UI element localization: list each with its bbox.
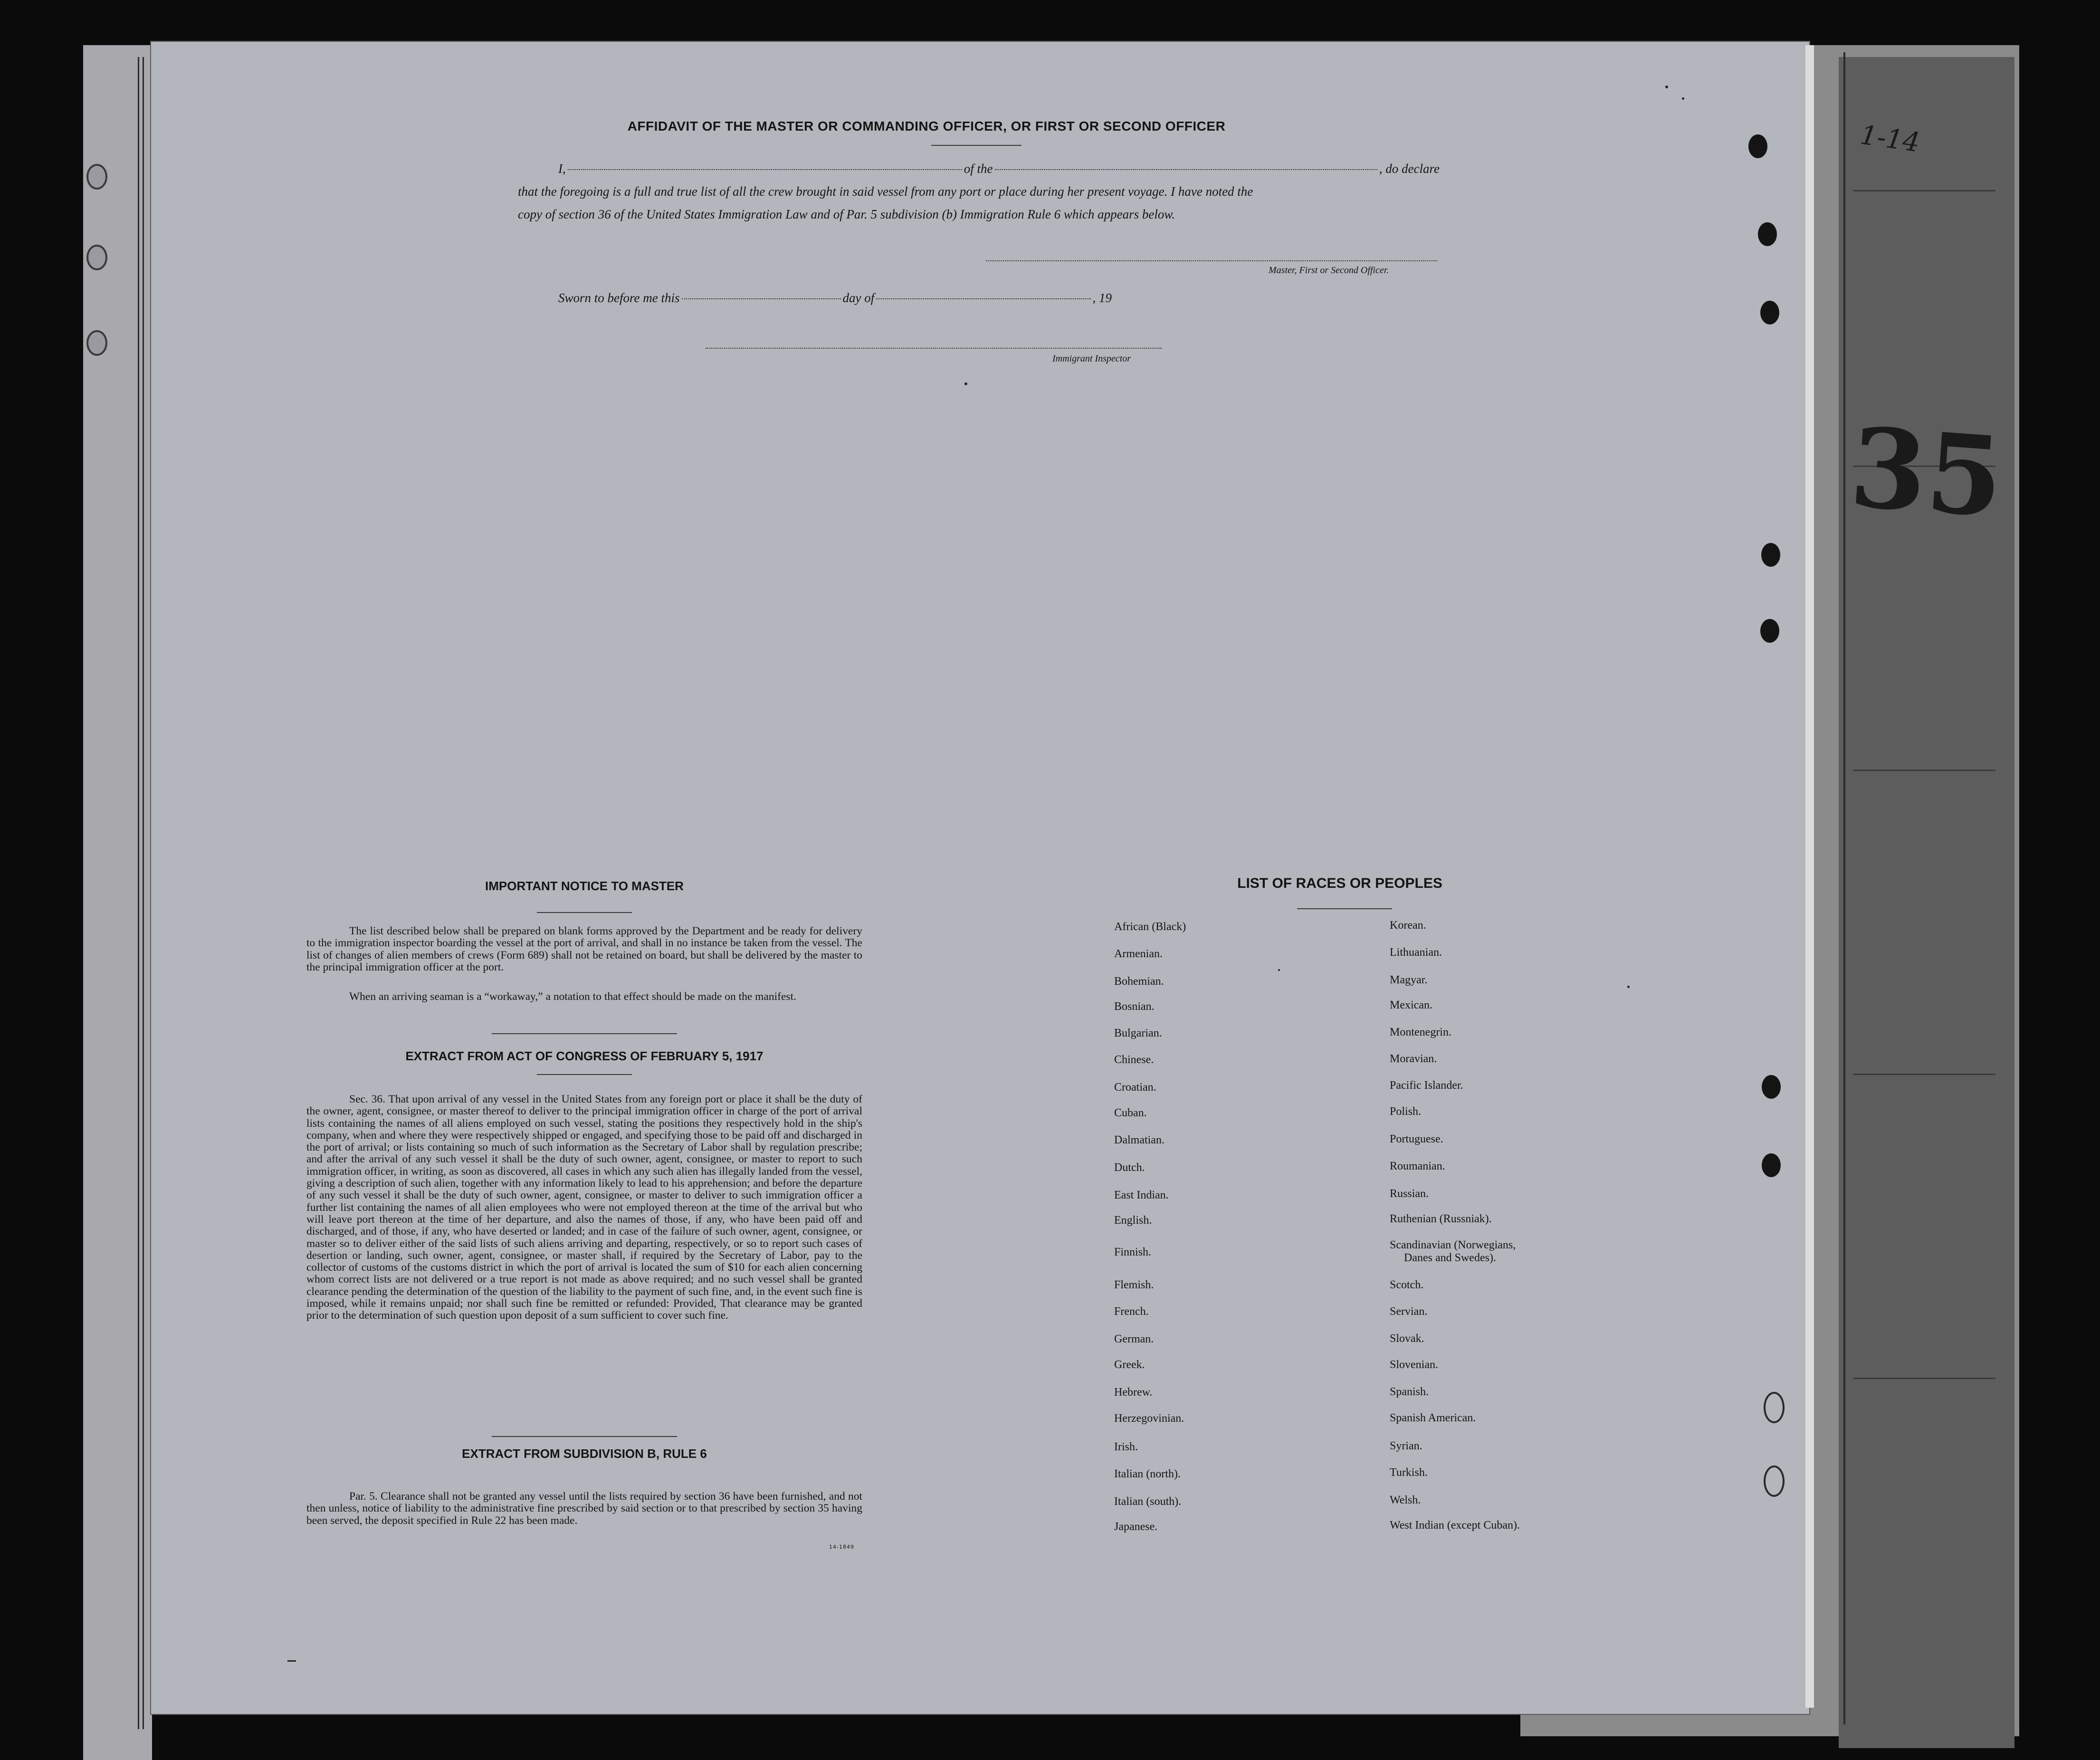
race-item: Russian. [1390,1188,1429,1200]
race-item: Chinese. [1114,1054,1154,1066]
race-item: Pacific Islander. [1390,1079,1463,1092]
notice-underline [537,912,632,913]
master-signature-line [986,260,1437,261]
race-item: Flemish. [1114,1279,1154,1291]
margin-number: 35 [1846,403,2007,542]
back-sheet-rule [1843,52,1845,1724]
race-item: Armenian. [1114,948,1163,960]
race-item: English. [1114,1214,1152,1227]
race-item: Herzegovinian. [1114,1412,1184,1425]
back-sheet-line [1853,1378,1995,1379]
rule-paragraph: Par. 5. Clearance shall not be granted any vessel until the lists required by section 36 have been furnished, and not then unless, notice of liability to the administrative fine prescribed by said section or to that prescribed by section 35 having been served, the deposit specified in Rule 22 has been made. [306,1490,862,1527]
race-item: Portuguese. [1390,1133,1443,1145]
punch-hole [1760,301,1779,324]
left-binding-strip [83,45,152,1760]
race-item: Hebrew. [1114,1386,1153,1398]
race-item: Spanish. [1390,1386,1429,1398]
race-item: Syrian. [1390,1440,1422,1452]
master-signature-label: Master, First or Second Officer. [1269,265,1389,276]
declarant-label: I, [558,162,566,176]
punch-hole [1748,134,1767,158]
race-item: Polish. [1390,1105,1422,1118]
scan-speck [287,1660,296,1662]
affidavit-line-3: copy of section 36 of the United States Immigration Law and of Par. 5 subdivision (b) Immigration Rule 6 which appears below. [518,207,1175,221]
race-item: Scotch. [1390,1279,1424,1291]
vessel-label: of the [964,162,993,176]
scan-speck [1278,969,1280,971]
race-item: Slovak. [1390,1332,1424,1345]
declarant-blank [568,169,962,170]
affidavit-line-1 [518,162,1440,176]
inspector-signature-label: Immigrant Inspector [1052,353,1131,364]
punch-hole [1762,1075,1781,1099]
punch-hole [1758,222,1777,246]
binding-hole [86,330,107,356]
race-item: Italian (north). [1114,1468,1181,1480]
punch-hole [1761,543,1780,567]
back-sheet-line [1853,190,1995,191]
punch-hole [1760,619,1779,643]
back-sheet-line [1853,1074,1995,1075]
margin-annotation: 1-14 [1858,119,1922,159]
inspector-signature-line [706,348,1162,349]
scan-speck [964,382,967,385]
affidavit-line-2: that the foregoing is a full and true list of all the crew brought in said vessel from any port or place during her present voyage. I have noted the [518,184,1253,199]
race-item: Turkish. [1390,1466,1428,1479]
sworn-month-blank [876,298,1090,299]
race-item: French. [1114,1305,1149,1318]
race-item: German. [1114,1333,1154,1345]
sworn-line [558,291,1112,305]
affidavit-title: AFFIDAVIT OF THE MASTER OR COMMANDING OFFICER, OR FIRST OR SECOND OFFICER [627,119,1226,133]
race-item: African (Black) [1114,921,1186,933]
race-item: Magyar. [1390,974,1428,986]
race-item: Dutch. [1114,1161,1145,1174]
form-number: 14-1849 [829,1544,854,1550]
race-item: East Indian. [1114,1189,1169,1201]
section-divider [492,1033,677,1034]
punch-hole-outline [1764,1465,1785,1497]
page-edge [1805,45,1814,1708]
sworn-label: Sworn to before me this [558,291,680,305]
race-item: Servian. [1390,1305,1428,1318]
race-item: Montenegrin. [1390,1026,1451,1038]
race-item: Bulgarian. [1114,1027,1162,1039]
notice-paragraph-1: The list described below shall be prepared on blank forms approved by the Department and be ready for delivery to the immigration inspector boarding the vessel at the port of arrival, and shall in no instance be taken from the vessel. The list of changes of alien members of crews (Form 689) shall not be retained on board, but shall be delivered by the master to the principal immigration officer at the port. [306,925,862,973]
race-item: Irish. [1114,1441,1138,1453]
rule-heading: EXTRACT FROM SUBDIVISION B, RULE 6 [462,1446,707,1461]
race-item: Korean. [1390,919,1426,932]
notice-paragraph-2: When an arriving seaman is a “workaway,” a notation to that effect should be made on the manifest. [349,990,796,1003]
race-item: Moravian. [1390,1053,1437,1065]
binding-line [143,57,144,1729]
race-item: Dalmatian. [1114,1134,1165,1146]
races-heading: LIST OF RACES OR PEOPLES [1237,875,1442,891]
act-section-36-text: Sec. 36. That upon arrival of any vessel in the United States from any foreign port or place it shall be the duty of the owner, agent, consignee, or master thereof to deliver to the principal immigration officer in charge of the port of arrival lists containing the names of all aliens employed on such vessel, stating the positions they respectively hold in the ship's company, when and where they were respectively shipped or engaged, and specifying those to be paid off and discharged in the port of arrival; or lists containing so much of such information as the Secretary of Labor shall by regulation prescribe; and after the arrival of any such vessel it shall be the duty of such owner, agent, consignee, or master to report to such immigration officer, in writing, as soon as discovered, all cases in which any such alien has illegally landed from the vessel, giving a description of such alien, together with any information likely to lead to his apprehension; and before the departure of any such vessel it shall be the duty of such owner, agent, consignee, or master to deliver to such immigration officer a further list containing the names of all alien employees who were not employed thereon at the time of the arrival but who will leave port thereon at the time of her departure, and also the names of those, if any, who have been paid off and discharged, and of those, if any, who have deserted or landed; and in case of the failure of such owner, agent, consignee, or master so to deliver either of the said lists of such aliens arriving and departing, respectively, or so to report such cases of desertion or landing, such owner, agent, consignee, or master shall, if required by the Secretary of Labor, pay to the collector of customs of the customs district in which the port of arrival is located the sum of $10 for each alien concerning whom correct lists are not delivered or a true report is not made as above required; and no such vessel shall be granted clearance pending the determination of the question of the liability to the payment of such fine, and, in the event such fine is imposed, while it remains unpaid; nor shall such fine be remitted or refunded: Provided, That clearance may be granted prior to the determination of such question upon deposit of a sum sufficient to cover such fine. [306,1093,862,1322]
binding-line [138,57,139,1729]
punch-hole-outline [1764,1392,1785,1423]
race-item: Cuban. [1114,1107,1147,1119]
day-of-label: day of [842,291,875,305]
race-item-continued: Danes and Swedes). [1404,1252,1496,1264]
race-item: Slovenian. [1390,1359,1438,1371]
year-label: , 19 [1092,291,1112,305]
section-divider [492,1436,677,1437]
races-underline [1297,908,1392,909]
scan-speck [1665,86,1668,88]
act-underline [537,1074,632,1075]
binding-hole [86,164,107,190]
race-item: Finnish. [1114,1246,1152,1258]
binding-hole [86,245,107,270]
race-item: Lithuanian. [1390,946,1442,959]
race-item: Italian (south). [1114,1495,1182,1508]
race-item: Bohemian. [1114,975,1164,988]
race-item: Ruthenian (Russniak). [1390,1213,1492,1225]
race-item: Croatian. [1114,1081,1156,1094]
race-item: Spanish American. [1390,1412,1476,1424]
title-underline [931,145,1021,146]
back-sheet-edge [1839,57,2014,1748]
punch-hole [1762,1153,1781,1177]
race-item: Scandinavian (Norwegians, [1390,1239,1516,1251]
race-item: Bosnian. [1114,1000,1155,1013]
race-item: Roumanian. [1390,1160,1445,1172]
race-item: Welsh. [1390,1494,1421,1506]
act-heading: EXTRACT FROM ACT OF CONGRESS OF FEBRUARY 5, 1917 [405,1049,764,1063]
race-item: Japanese. [1114,1521,1158,1533]
race-item: West Indian (except Cuban). [1390,1519,1520,1532]
sworn-day-blank [682,298,841,299]
notice-heading: IMPORTANT NOTICE TO MASTER [485,879,684,893]
race-item: Greek. [1114,1359,1145,1371]
race-item: Mexican. [1390,999,1432,1011]
back-sheet-line [1853,770,1995,771]
scan-speck [1682,97,1684,100]
vessel-blank [995,169,1377,170]
declare-label: , do declare [1379,162,1440,176]
scan-speck [1627,986,1630,988]
